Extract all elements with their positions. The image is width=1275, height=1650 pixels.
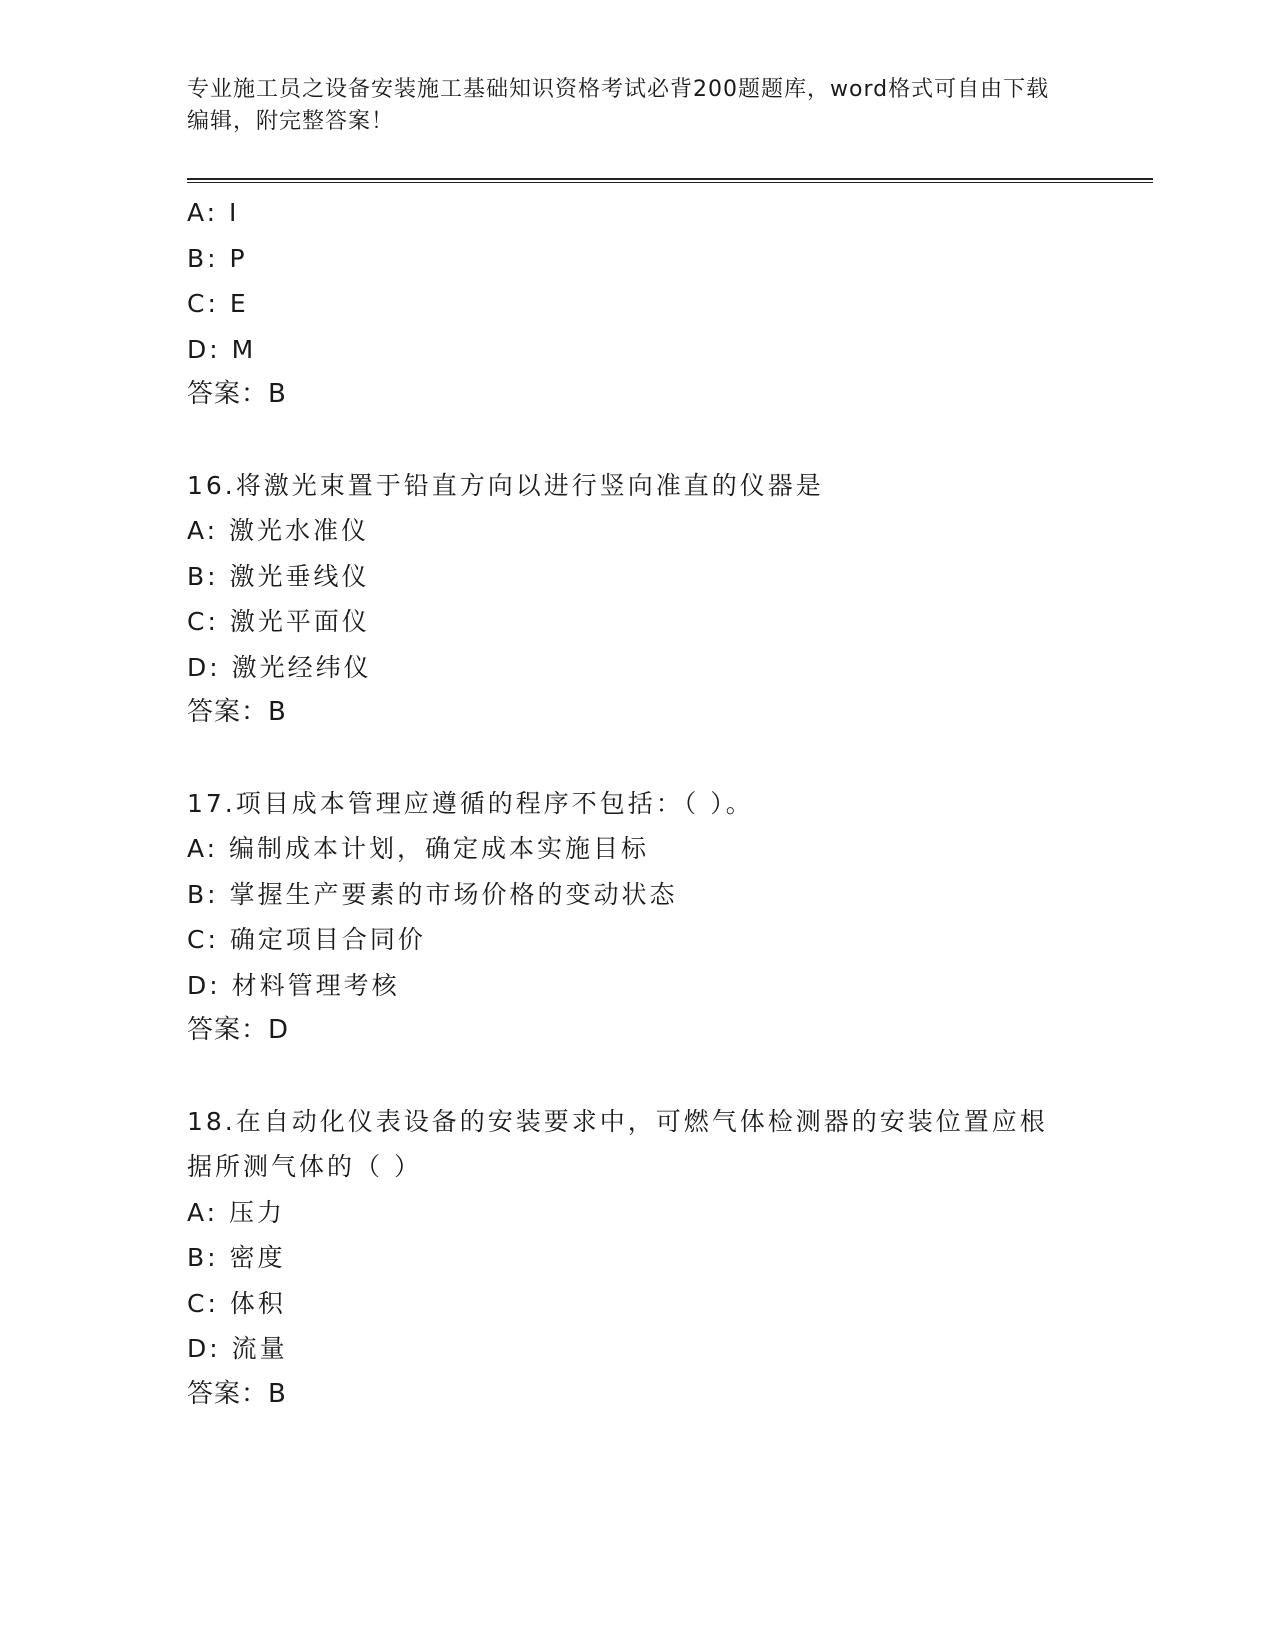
answer: 答案：B — [187, 379, 287, 409]
question-17 — [187, 781, 1087, 1054]
option-d: D: 材料管理考核 — [187, 970, 400, 1000]
document-header: 专业施工员之设备安装施工基础知识资格考试必背200题题库，word格式可自由下载编辑，附完整答案！ — [187, 77, 1050, 134]
question-list — [187, 190, 1087, 1417]
question-text-line-2: 据所测气体的（ ） — [187, 1152, 422, 1181]
header-rule-thin — [187, 182, 1153, 183]
option-b: B: P — [187, 243, 248, 273]
answer: 答案：D — [187, 1015, 290, 1045]
option-c: C: 确定项目合同价 — [187, 925, 426, 954]
question-18 — [187, 1099, 1087, 1418]
spacer — [187, 736, 1087, 781]
question-16 — [187, 463, 1087, 736]
option-d: D: M — [187, 334, 257, 364]
option-a: A: 激光水准仪 — [187, 516, 370, 545]
question-text: 17.项目成本管理应遵循的程序不包括：（ ）。 — [187, 788, 754, 818]
spacer — [187, 1054, 1087, 1099]
answer: 答案：B — [187, 697, 287, 727]
option-d: D: 激光经纬仪 — [187, 652, 372, 682]
option-b: B: 密度 — [187, 1243, 286, 1272]
option-a: A: 编制成本计划，确定成本实施目标 — [187, 834, 650, 863]
spacer — [187, 418, 1087, 463]
answer: 答案：B — [187, 1378, 287, 1409]
option-c: C: E — [187, 289, 249, 318]
option-b: B: 掌握生产要素的市场价格的变动状态 — [187, 879, 678, 909]
question-text-line-1: 18.在自动化仪表设备的安装要求中，可燃气体检测器的安装位置应根 — [187, 1106, 1048, 1136]
option-b: B: 激光垂线仪 — [187, 561, 370, 591]
option-d: D: 流量 — [187, 1334, 288, 1363]
option-a: A: I — [187, 198, 240, 227]
question-text: 16.将激光束置于铅直方向以进行竖向准直的仪器是 — [187, 470, 824, 500]
option-c: C: 激光平面仪 — [187, 607, 370, 636]
option-c: C: 体积 — [187, 1288, 286, 1318]
option-a: A: 压力 — [187, 1197, 286, 1227]
question-15 — [187, 190, 1087, 418]
header-rule-thick — [187, 178, 1153, 180]
